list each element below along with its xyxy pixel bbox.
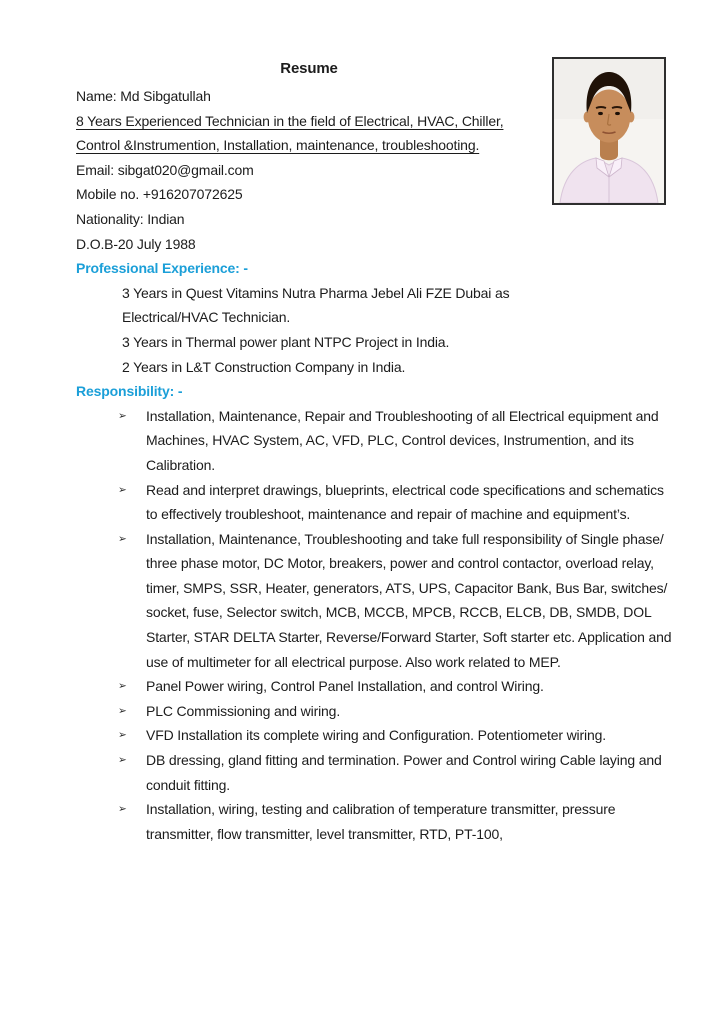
responsibility-item <box>118 699 688 724</box>
experience-list <box>76 281 688 379</box>
responsibility-item-text: DB dressing, gland fitting and termination. Power and Control wiring Cable laying and conduit fitting. <box>146 752 662 793</box>
arrow-bullet-icon: ➢ <box>118 803 127 816</box>
experience-item: 2 Years in L&T Construction Company in India. <box>122 358 406 375</box>
responsibility-item-text: PLC Commissioning and wiring. <box>146 702 341 719</box>
arrow-bullet-icon: ➢ <box>118 680 127 693</box>
experience-heading: Professional Experience: - <box>76 260 248 277</box>
arrow-bullet-icon: ➢ <box>118 409 127 422</box>
email-line: Email: sibgat020@gmail.com <box>76 161 254 178</box>
responsibility-item-text: Read and interpret drawings, blueprints, electrical code specifications and schematics to effectively troubleshoot, maintenance and repair of machine and equipment’s. <box>146 481 664 523</box>
responsibility-list <box>76 404 688 847</box>
nationality-line: Nationality: Indian <box>76 210 185 227</box>
responsibility-item <box>118 723 688 748</box>
arrow-bullet-icon: ➢ <box>118 729 127 742</box>
experience-item: 3 Years in Thermal power plant NTPC Project in India. <box>122 333 450 350</box>
dob-line: D.O.B-20 July 1988 <box>76 235 196 252</box>
name-line: Name: Md Sibgatullah <box>76 88 211 104</box>
document-title: Resume <box>280 60 338 77</box>
responsibility-item <box>118 797 688 846</box>
responsibility-item <box>118 527 688 675</box>
headline-summary: 8 Years Experienced Technician in the field of Electrical, HVAC, Chiller, Control &Instrumention, Installation, maintenance, troubleshooting. <box>76 112 504 154</box>
responsibility-item <box>118 404 688 478</box>
responsibility-item <box>118 748 688 797</box>
arrow-bullet-icon: ➢ <box>118 754 127 767</box>
arrow-bullet-icon: ➢ <box>118 483 127 496</box>
experience-item: 3 Years in Quest Vitamins Nutra Pharma Jebel Ali FZE Dubai as Electrical/HVAC Technician. <box>122 284 510 326</box>
responsibility-heading: Responsibility: - <box>76 383 183 400</box>
responsibility-item <box>118 674 688 699</box>
responsibility-item-text: Installation, Maintenance, Troubleshooting and take full responsibility of Single phase/ three phase motor, DC Motor, breakers, power and control contactor, overload relay, timer, SMPS, SSR, Heater, generators, ATS, UPS, Capacitor Bank, Bus Bar, switches/ socket, fuse, Selector switch, MCB, MCCB, MPCB, RCCB, ELCB, DB, SMDB, DOL Starter, STAR DELTA Starter, Reverse/Forward Starter, Soft starter etc. Application and use of multimeter for all electrical purpose. Also work related to MEP. <box>146 530 672 670</box>
arrow-bullet-icon: ➢ <box>118 704 127 717</box>
responsibility-item <box>118 478 688 527</box>
mobile-line: Mobile no. +916207072625 <box>76 186 243 203</box>
responsibility-item-text: Panel Power wiring, Control Panel Installation, and control Wiring. <box>146 678 544 695</box>
responsibility-item-text: Installation, wiring, testing and calibration of temperature transmitter, pressure transmitter, flow transmitter, level transmitter, RTD, PT-100, <box>146 801 616 842</box>
arrow-bullet-icon: ➢ <box>118 532 127 545</box>
document-body <box>76 56 688 846</box>
responsibility-item-text: Installation, Maintenance, Repair and Troubleshooting of all Electrical equipment and Machines, HVAC System, AC, VFD, PLC, Control devices, Instrumention, and its Calibration. <box>146 407 659 473</box>
responsibility-item-text: VFD Installation its complete wiring and Configuration. Potentiometer wiring. <box>146 727 607 744</box>
